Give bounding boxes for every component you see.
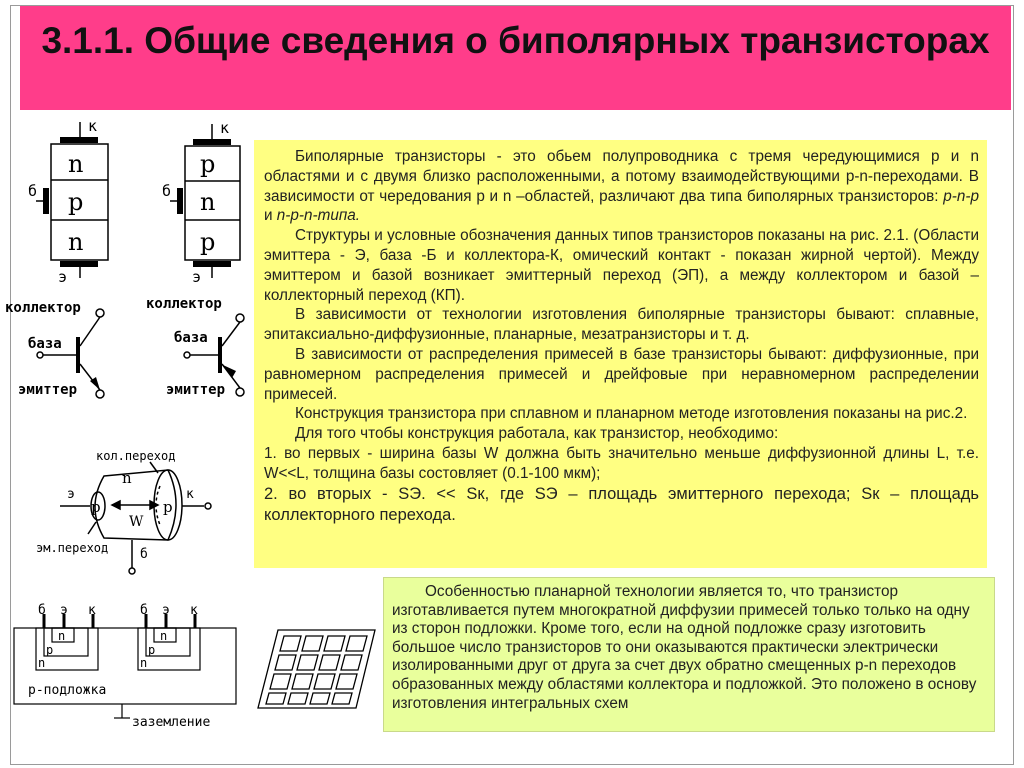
wafer-grid-icon — [258, 630, 375, 708]
planar-label-b-1: б — [38, 603, 46, 618]
planar-n-2: n — [160, 629, 168, 643]
region-n-top-1: n — [68, 150, 84, 178]
paragraph-5: Конструкция транзистора при сплавном и планарном методе изготовления показаны на рис.2. — [295, 405, 968, 423]
label-emitter-1: эмиттер — [18, 382, 78, 398]
note-text: Особенностью планарной технологии является то, что транзистор изготавливается путем многократной диффузии примесей только только на одну из сторон подложки. Кроме того, если на одной подложке сразу изготовить большое число транзисторов то они оказываются практически электрически изолированными друг от друга за счет двух обратно смещенных p-n переходов образованных между областями коллектора и подложкой. Это положено в основу изготовления интегральных схем — [392, 583, 977, 712]
label-alloy-p-right: p — [163, 498, 173, 516]
planar-label-e-2: э — [162, 603, 170, 618]
label-col-junction: кол.переход — [96, 449, 176, 463]
label-e-1: э — [58, 268, 68, 286]
region-n-2: n — [200, 188, 216, 216]
label-k-1: к — [88, 117, 98, 135]
paragraph-7: 1. во первых - ширина базы W должна быть значительно меньше диффузионной длины L, т.е. W<<L, толщина базы состовляет (0.1-100 мкм); — [264, 444, 979, 482]
label-w: W — [129, 514, 144, 530]
planar-label-k-2: к — [190, 603, 198, 618]
paragraph-2: Структуры и условные обозначения данных типов транзисторов показаны на рис. 2.1. (Области эмиттера - Э, база -Б и коллектора-К, омический контакт - показан жирной чертой). Между эмиттером и базой возникает эмиттерный переход (ЭП), а между коллектором и базой – коллекторный переход (КП). — [264, 227, 979, 304]
label-collector-1: коллектор — [5, 300, 81, 316]
label-base-2: база — [174, 330, 208, 346]
label-base-1: база — [28, 336, 62, 352]
label-b-2: б — [162, 182, 172, 200]
planar-transistor-diagram — [14, 614, 236, 718]
paragraph-4: В зависимости от распределения примесей в базе транзисторы бывают: диффузионные, при равномерном распределения примесей и дрейфовые при неравномерном распределении примесей. — [264, 345, 979, 403]
label-em-junction: эм.переход — [36, 541, 109, 555]
planar-label-k-1: к — [88, 603, 96, 618]
label-p-substrate: p-подложка — [28, 683, 107, 698]
label-alloy-n: n — [122, 469, 132, 487]
label-collector-2: коллектор — [146, 296, 222, 312]
label-emitter-2: эмиттер — [166, 382, 226, 398]
label-alloy-e: э — [67, 487, 75, 502]
label-alloy-k: к — [186, 487, 194, 502]
label-e-2: э — [192, 268, 202, 286]
planar-n-1: n — [58, 629, 66, 643]
emitter-arrow-2 — [223, 365, 236, 378]
paragraph-3: В зависимости от технологии изготовления биполярные транзисторы бывают: сплавные, эпитаксиально-диффузионные, планарные, мезатранзисторы и т. д. — [264, 306, 979, 344]
planar-label-b-2: б — [140, 603, 148, 618]
planar-nc-1: n — [38, 656, 46, 670]
paragraph-6: Для того чтобы конструкция работала, как транзистор, необходимо: — [295, 425, 779, 443]
region-p-top-2: p — [200, 150, 216, 178]
paragraph-1: Биполярные транзисторы - это обьем полупроводника с тремя чередующимися p и n областями и с двумя близко расположенными, а потому взаимодействующими p-n-переходами. В зависимости от чередования p и n –областей, различают два типа биполярных транзисторов: p-n-p и n-p-n-типа. — [264, 148, 979, 225]
slide-title: 3.1.1. Общие сведения о биполярных транзисторах — [41, 20, 990, 61]
label-alloy-p-left: p — [91, 498, 101, 516]
region-n-bottom-1: n — [68, 228, 84, 256]
region-p-1: p — [68, 188, 84, 216]
label-b-1: б — [28, 182, 38, 200]
planar-label-e-1: э — [60, 603, 68, 618]
planar-p-1: p — [46, 643, 54, 657]
planar-nc-2: n — [140, 656, 148, 670]
planar-p-2: p — [148, 643, 156, 657]
label-alloy-b: б — [140, 547, 148, 562]
paragraph-8: 2. во вторых - SЭ. << Sк, где SЭ – площадь эмиттерного перехода; Sк – площадь коллекторного перехода. — [264, 484, 979, 524]
label-k-2: к — [220, 119, 230, 137]
label-ground: заземление — [132, 715, 211, 730]
region-p-bottom-2: p — [200, 228, 216, 256]
